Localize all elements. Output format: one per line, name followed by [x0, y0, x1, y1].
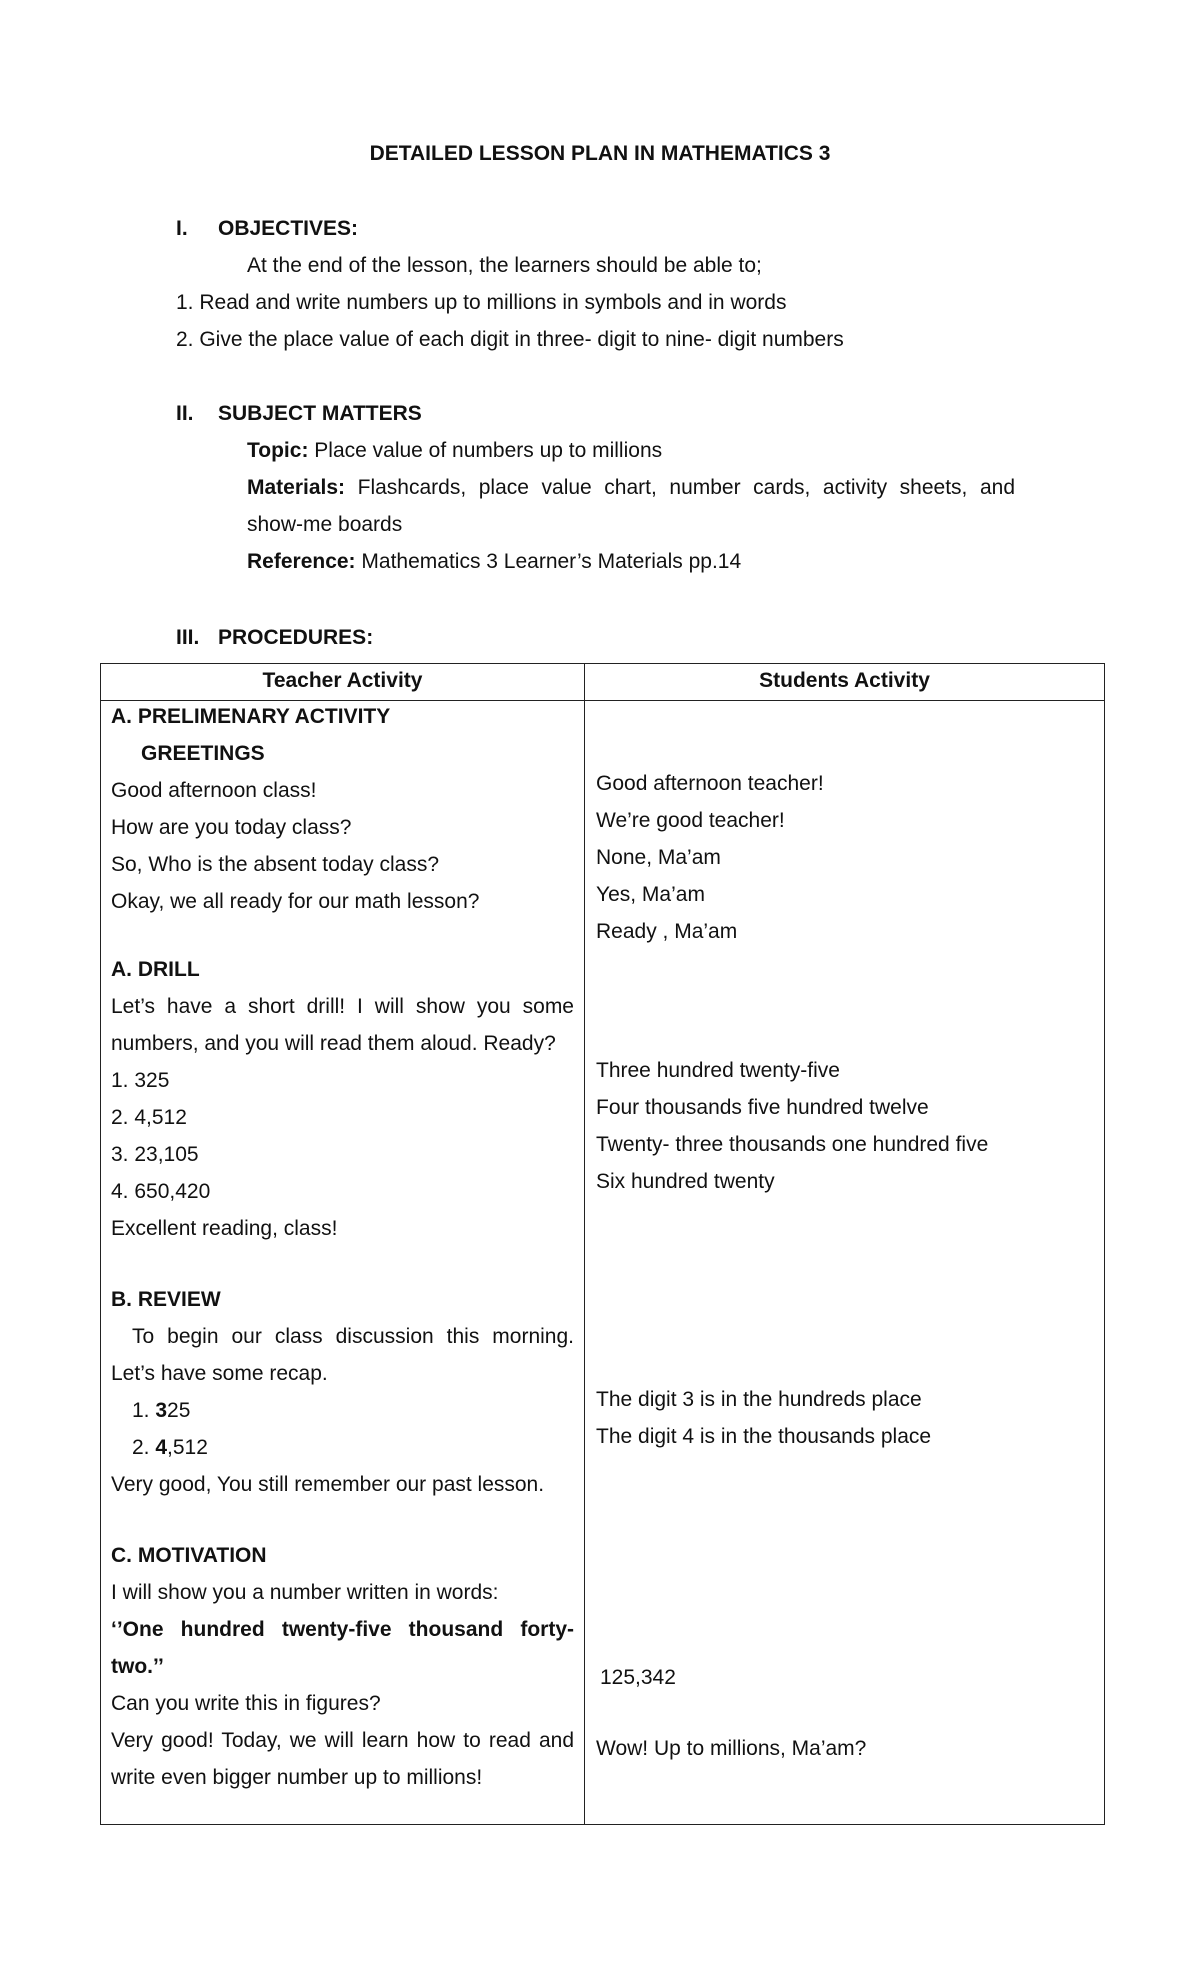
student-greet-line: None, Ma’am — [596, 846, 721, 869]
review-close: Very good, You still remember our past lesson. — [111, 1473, 545, 1496]
student-drill-line: Twenty- three thousands one hundred five — [596, 1133, 989, 1156]
review-item-digit: 3 — [155, 1399, 168, 1422]
topic-label: Topic: — [247, 439, 309, 462]
objectives-intro: At the end of the lesson, the learners should be able to; — [247, 254, 762, 277]
objective-item-1: 1. Read and write numbers up to millions in symbols and in words — [176, 291, 787, 314]
procedures-table — [100, 663, 1105, 1825]
drill-heading: A. DRILL — [111, 958, 200, 981]
students-activity-header: Students Activity — [759, 669, 930, 692]
prelim-heading: A. PRELIMENARY ACTIVITY — [111, 705, 391, 728]
motivation-heading: C. MOTIVATION — [111, 1544, 267, 1567]
subject-number: II. — [176, 402, 194, 425]
teacher-greet-line: Good afternoon class! — [111, 779, 317, 802]
motivation-line-4: write even bigger number up to millions! — [111, 1766, 483, 1789]
greetings-heading: GREETINGS — [141, 742, 265, 765]
review-item-prefix: 2. — [132, 1436, 156, 1459]
student-review-line: The digit 4 is in the thousands place — [596, 1425, 932, 1448]
student-drill-line: Three hundred twenty-five — [596, 1059, 840, 1082]
materials-line-2: show-me boards — [247, 513, 403, 536]
drill-item: 1. 325 — [111, 1069, 170, 1092]
procedures-number: III. — [176, 626, 200, 649]
student-review-line: The digit 3 is in the hundreds place — [596, 1388, 922, 1411]
student-greet-line: Yes, Ma’am — [596, 883, 705, 906]
drill-item: 4. 650,420 — [111, 1180, 211, 1203]
materials-value: Flashcards, place value chart, number cards, activity sheets, and — [357, 476, 1015, 499]
student-greet-line: Good afternoon teacher! — [596, 772, 824, 795]
objectives-number: I. — [176, 217, 188, 240]
review-item — [132, 1392, 190, 1429]
review-item — [132, 1429, 208, 1466]
student-drill-line: Four thousands five hundred twelve — [596, 1096, 929, 1119]
student-greet-line: Ready , Ma’am — [596, 920, 738, 943]
student-drill-line: Six hundred twenty — [596, 1170, 775, 1193]
motivation-instruction: I will show you a number written in words: — [111, 1581, 499, 1604]
teacher-greet-line: So, Who is the absent today class? — [111, 853, 440, 876]
review-item-rest: 25 — [167, 1399, 191, 1422]
review-heading: B. REVIEW — [111, 1288, 221, 1311]
drill-item: 3. 23,105 — [111, 1143, 199, 1166]
review-instruction-2: Let’s have some recap. — [111, 1362, 328, 1385]
drill-item: 2. 4,512 — [111, 1106, 187, 1129]
document-title: DETAILED LESSON PLAN IN MATHEMATICS 3 — [369, 142, 831, 165]
table-column-divider — [584, 664, 585, 1824]
teacher-greet-line: How are you today class? — [111, 816, 352, 839]
materials-line — [247, 469, 1015, 506]
drill-instruction-1: Let’s have a short drill! I will show you some — [111, 995, 574, 1018]
objective-item-2: 2. Give the place value of each digit in three- digit to nine- digit numbers — [176, 328, 844, 351]
objectives-heading — [176, 210, 358, 247]
procedures-heading — [176, 619, 373, 656]
review-item-prefix: 1. — [132, 1399, 156, 1422]
teacher-activity-header: Teacher Activity — [262, 669, 423, 692]
student-greet-line: We’re good teacher! — [596, 809, 785, 832]
motivation-line-3: Very good! Today, we will learn how to read and — [111, 1729, 574, 1752]
student-motivation-reply: Wow! Up to millions, Ma’am? — [596, 1737, 867, 1760]
materials-label: Materials: — [247, 476, 346, 499]
student-motivation-answer: 125,342 — [600, 1666, 676, 1689]
topic-value: Place value of numbers up to millions — [314, 439, 663, 462]
reference-label: Reference: — [247, 550, 356, 573]
drill-instruction-2: numbers, and you will read them aloud. Ready? — [111, 1032, 556, 1055]
topic-line — [247, 432, 662, 469]
subject-heading — [176, 395, 422, 432]
procedures-title: PROCEDURES: — [218, 626, 374, 649]
teacher-greet-line: Okay, we all ready for our math lesson? — [111, 890, 480, 913]
reference-line — [247, 543, 741, 580]
review-instruction-1: To begin our class discussion this morning. — [132, 1325, 574, 1348]
motivation-quote-2: two.’’ — [111, 1655, 164, 1678]
drill-close: Excellent reading, class! — [111, 1217, 338, 1240]
review-item-rest: ,512 — [167, 1436, 208, 1459]
motivation-quote-1: ‘’One hundred twenty-five thousand forty- — [111, 1618, 574, 1641]
objectives-title: OBJECTIVES: — [218, 217, 359, 240]
reference-value: Mathematics 3 Learner’s Materials pp.14 — [361, 550, 742, 573]
subject-title: SUBJECT MATTERS — [218, 402, 422, 425]
review-item-digit: 4 — [155, 1436, 168, 1459]
motivation-question: Can you write this in figures? — [111, 1692, 381, 1715]
